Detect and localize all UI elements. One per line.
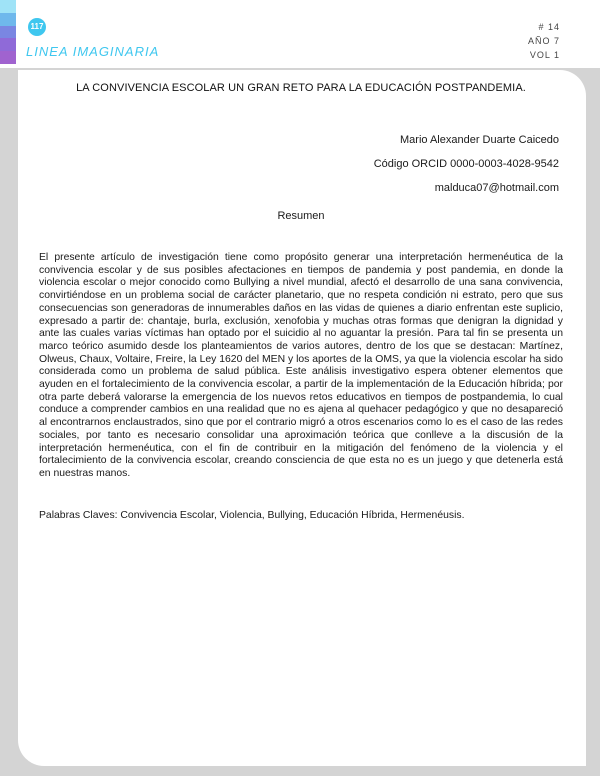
abstract-text: El presente artículo de investigación tiene como propósito generar una interpretación hermenéutica de la convivencia escolar y de sus posibles afectaciones en tiempos de pandemia y post pandemia, en donde la violencia escolar o mejor conocido como Bullying a nivel mundial, afectó el desarrollo de una sana convivencia, convirtiéndose en un problema social de carácter planetario, que no respeta condición ni estrato, pero que sus consecuencias son generadoras de innumerables daños en las vidas de quienes a diario enfrentan este suplicio, expresado a partir de: chantaje, burla, exclusión, xenofobia y muchas otras formas que denigran la dignidad y ante las cuales varias víctimas han optado por el suicidio al no aguantar la presión. Para tal fin se presenta un marco teórico asumido desde los planteamientos de varios autores, dentro de los que se destacan: Martínez, Olweus, Chaux, Voltaire, Freire, la Ley 1620 del MEN y los aportes de la OMS, ya que la violencia escolar ha sido considerada como un problema de salud pública. Este análisis investigativo espera obtener elementos que ayuden en el fortalecimiento de la convivencia escolar, a partir de la implementación de la Educación híbrida; por otra parte deberá valorarse la emergencia de los nuevos retos educativos en tiempos de postpandemia, lo cual conduce a comprender cambios en una realidad que no es ajena al quehacer pedagógico y que no desapareció al encontrarnos enclaustrados, sino que por el contrario migró a otros escenarios como lo es el caso de las redes sociales, por tanto es necesario consolidar una aproximación teórica que conlleve a la discusión de la interpretación hermenéutica, con el fin de contribuir en la mitigación del fenómeno de la violencia y el fortalecimiento de la convivencia escolar, creando consciencia de que esta no es un juego y que detenerla está en nuestras manos. [39, 252, 563, 479]
decorative-stripes [0, 0, 16, 64]
issue-number: # 14 [538, 22, 560, 32]
issue-year: AÑO 7 [527, 36, 560, 46]
page-header [0, 0, 600, 70]
magazine-title: LINEA IMAGINARIA [26, 44, 160, 59]
page-number-badge: 117 [28, 18, 46, 36]
article-title: LA CONVIVENCIA ESCOLAR UN GRAN RETO PARA LA EDUCACIÓN POSTPANDEMIA. [76, 82, 526, 94]
author-email[interactable]: malduca07@hotmail.com [434, 182, 559, 194]
author-block [39, 128, 563, 200]
issue-info [528, 20, 560, 62]
author-name: Mario Alexander Duarte Caicedo [400, 134, 559, 146]
abstract-heading: Resumen [277, 210, 325, 222]
issue-volume: VOL 1 [529, 50, 560, 60]
author-orcid: Código ORCID 0000-0003-4028-9542 [373, 158, 559, 170]
keywords: Palabras Claves: Convivencia Escolar, Violencia, Bullying, Educación Híbrida, Hermenéusis. [39, 509, 465, 521]
article-content [39, 82, 563, 532]
